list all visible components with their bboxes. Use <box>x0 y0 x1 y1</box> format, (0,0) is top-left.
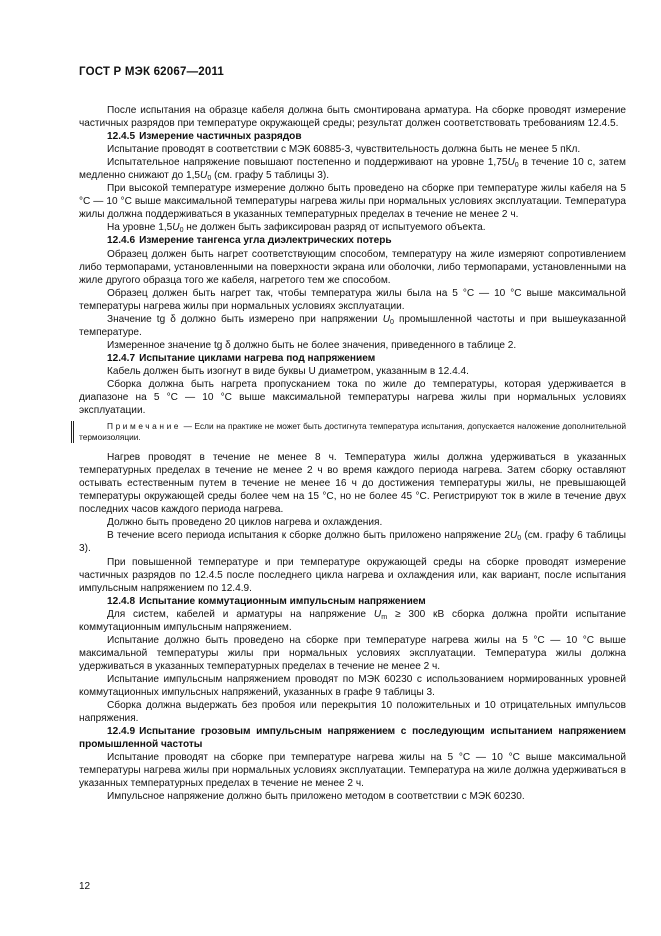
section-heading-12-4-8: 12.4.8 Испытание коммутационным импульсным напряжением <box>107 595 426 607</box>
paragraph: На уровне $1,5U_0$ не должен быть зафиксирован разряд от испытуемого объекта. <box>107 222 486 235</box>
paragraph: Образец должен быть нагрет так, чтобы температура жилы была на 5 °С — 10 °С выше максимальной температуры нагрева жилы при нормальных условиях эксплуатации. <box>79 287 626 312</box>
paragraph: При высокой температуре измерение должно быть проведено на сборке при температуре жилы кабеля на 5 °С — 10 °С выше максимальной температуры нагрева жилы при нормальных условиях эксплуатации. Температура жилы должна поддерживаться в указанных температурных пределах в течение не менее 2 ч. <box>79 183 626 221</box>
paragraph: Должно быть проведено 20 циклов нагрева и охлаждения. <box>107 517 383 529</box>
section-heading-12-4-6: 12.4.6 Измерение тангенса угла диэлектрических потерь <box>107 235 392 247</box>
section-heading-12-4-9: 12.4.9 Испытание грозовым импульсным напряжением с последующим испытанием напряжением промышленной частоты <box>79 726 626 751</box>
paragraph: Испытательное напряжение повышают постепенно и поддерживают на уровне $1,75U_0$ в течение 10 с, затем медленно снижают до $1,5U_0$ (см. графу 5 таблицы 3). <box>79 157 626 183</box>
paragraph: Испытание проводят на сборке при температуре нагрева жилы на 5 °С — 10 °С выше максимальной температуры нагрева жилы при нормальных условиях эксплуатации. Температура на жиле должна удерживаться в указанных температурных пределах в течение не менее 2 ч. <box>79 752 626 790</box>
note <box>79 421 626 443</box>
paragraph: Измеренное значение tg δ должно быть не более значения, приведенного в таблице 2. <box>107 339 517 351</box>
paragraph: Импульсное напряжение должно быть приложено методом в соответствии с МЭК 60230. <box>107 791 525 803</box>
document-body <box>79 104 626 803</box>
paragraph: После испытания на образце кабеля должна быть смонтирована арматура. На сборке проводят измерение частичных разрядов при температуре окружающей среды; результат должен соответствовать требованиям 12.4.5. <box>79 105 626 130</box>
paragraph: Испытание импульсным напряжением проводят по МЭК 60230 с использованием нормированных уровней коммутационных импульсных напряжений, указанных в графе 9 таблицы 3. <box>79 673 626 698</box>
note-text: — Если на практике не может быть достигнута температура испытания, допускается наложение дополнительной термоизоляции. <box>79 421 626 443</box>
revision-bar <box>71 421 74 443</box>
section-heading-12-4-7: 12.4.7 Испытание циклами нагрева под напряжением <box>107 352 376 364</box>
page-header: ГОСТ Р МЭК 62067—2011 <box>79 66 225 78</box>
paragraph: Испытание должно быть проведено на сборке при температуре нагрева жилы на 5 °С — 10 °С выше максимальной температуры жилы при нормальных условиях эксплуатации. Температура жилы должна удерживаться в указанных температурных пределах в течение не менее 2 ч. <box>79 634 626 672</box>
paragraph: Нагрев проводят в течение не менее 8 ч. Температура жилы должна удерживаться в указанных температурных пределах в течение не менее 2 ч во время каждого периода нагрева. Затем сборку оставляют остывать естественным путем в течение не менее 16 ч до достижения температуры жилы, не превышающей температуры окружающей среды более чем на 15 °С, но не более 45 °С. Регистрируют ток в жиле в течение двух последних часов каждого периода нагрева. <box>79 452 626 516</box>
paragraph: Сборка должна быть нагрета пропусканием тока по жиле до температуры, которая удерживается в диапазоне на 5 °С — 10 °С выше максимальной температуры нагрева жилы при нормальных условиях эксплуатации. <box>79 378 626 417</box>
paragraph: Для систем, кабелей и арматуры на напряжение $U_m \ge 300$ кВ сборка должна пройти испытание коммутационным импульсным напряжением. <box>79 608 626 633</box>
paragraph: Кабель должен быть изогнут в виде буквы U диаметром, указанным в 12.4.4. <box>107 365 469 377</box>
paragraph: В течение всего периода испытания к сборке должно быть приложено напряжение $2U_0$ (см. графу 6 таблицы 3). <box>79 530 626 555</box>
paragraph: Сборка должна выдержать без пробоя или перекрытия 10 положительных и 10 отрицательных импульсов напряжения. <box>79 700 626 725</box>
page-number: 12 <box>79 881 91 892</box>
section-heading-12-4-5: 12.4.5 Измерение частичных разрядов <box>107 131 302 143</box>
note-label: Примечание <box>107 421 182 432</box>
paragraph: Испытание проводят в соответствии с МЭК 60885-3, чувствительность должна быть не менее 5 пКл. <box>107 144 581 156</box>
paragraph: При повышенной температуре и при температуре окружающей среды на сборке проводят измерение частичных разрядов по 12.4.5 после последнего цикла нагрева и охлаждения или, как вариант, после испытания импульсным напряжением по 12.4.9. <box>79 556 626 594</box>
paragraph: Образец должен быть нагрет соответствующим способом, температуру на жиле измеряют сопротивлением либо термопарами, установленными на поверхности экрана или оболочки, либо термопарами, установленными на жиле другого образца того же кабеля, нагретого тем же способом. <box>79 248 626 286</box>
paragraph: Значение tg δ должно быть измерено при напряжении $U_0$ промышленной частоты и при вышеуказанной температуре. <box>79 313 626 338</box>
